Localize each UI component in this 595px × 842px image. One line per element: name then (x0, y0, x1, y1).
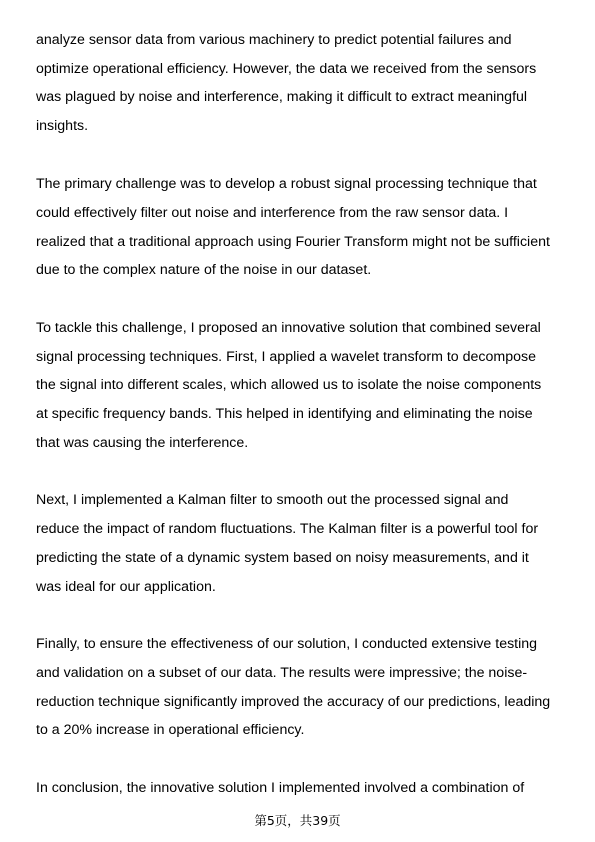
text-line: In conclusion, the innovative solution I implemented involved a combination of (36, 780, 525, 796)
text-line: due to the complex nature of the noise in our dataset. (36, 262, 372, 278)
page-number-footer: 第5页，共39页 (254, 813, 341, 828)
text-line: that was causing the interference. (36, 435, 249, 451)
text-line: Next, I implemented a Kalman filter to smooth out the processed signal and (36, 492, 509, 508)
text-line: Finally, to ensure the effectiveness of our solution, I conducted extensive testing (36, 636, 538, 652)
text-line: was ideal for our application. (36, 579, 216, 595)
text-line: reduce the impact of random fluctuations. The Kalman filter is a powerful tool for (36, 521, 539, 537)
text-line: To tackle this challenge, I proposed an innovative solution that combined several (36, 320, 541, 336)
text-line: to a 20% increase in operational efficiency. (36, 722, 305, 738)
text-line: predicting the state of a dynamic system based on noisy measurements, and it (36, 550, 529, 566)
text-line: signal processing techniques. First, I applied a wavelet transform to decompose (36, 349, 536, 365)
text-line: could effectively filter out noise and interference from the raw sensor data. I (36, 205, 509, 221)
text-line: the signal into different scales, which allowed us to isolate the noise components (36, 377, 542, 393)
text-line: The primary challenge was to develop a robust signal processing technique that (36, 176, 537, 192)
text-line: insights. (36, 118, 89, 134)
text-line: realized that a traditional approach using Fourier Transform might not be sufficient (36, 234, 550, 250)
text-line: at specific frequency bands. This helped in identifying and eliminating the noise (36, 406, 533, 422)
text-line: optimize operational efficiency. However, the data we received from the sensors (36, 61, 537, 77)
text-line: and validation on a subset of our data. The results were impressive; the noise- (36, 665, 528, 681)
text-line: was plagued by noise and interference, making it difficult to extract meaningful (36, 89, 528, 105)
text-line: reduction technique significantly improved the accuracy of our predictions, leading (36, 694, 551, 710)
text-line: analyze sensor data from various machinery to predict potential failures and (36, 32, 512, 48)
